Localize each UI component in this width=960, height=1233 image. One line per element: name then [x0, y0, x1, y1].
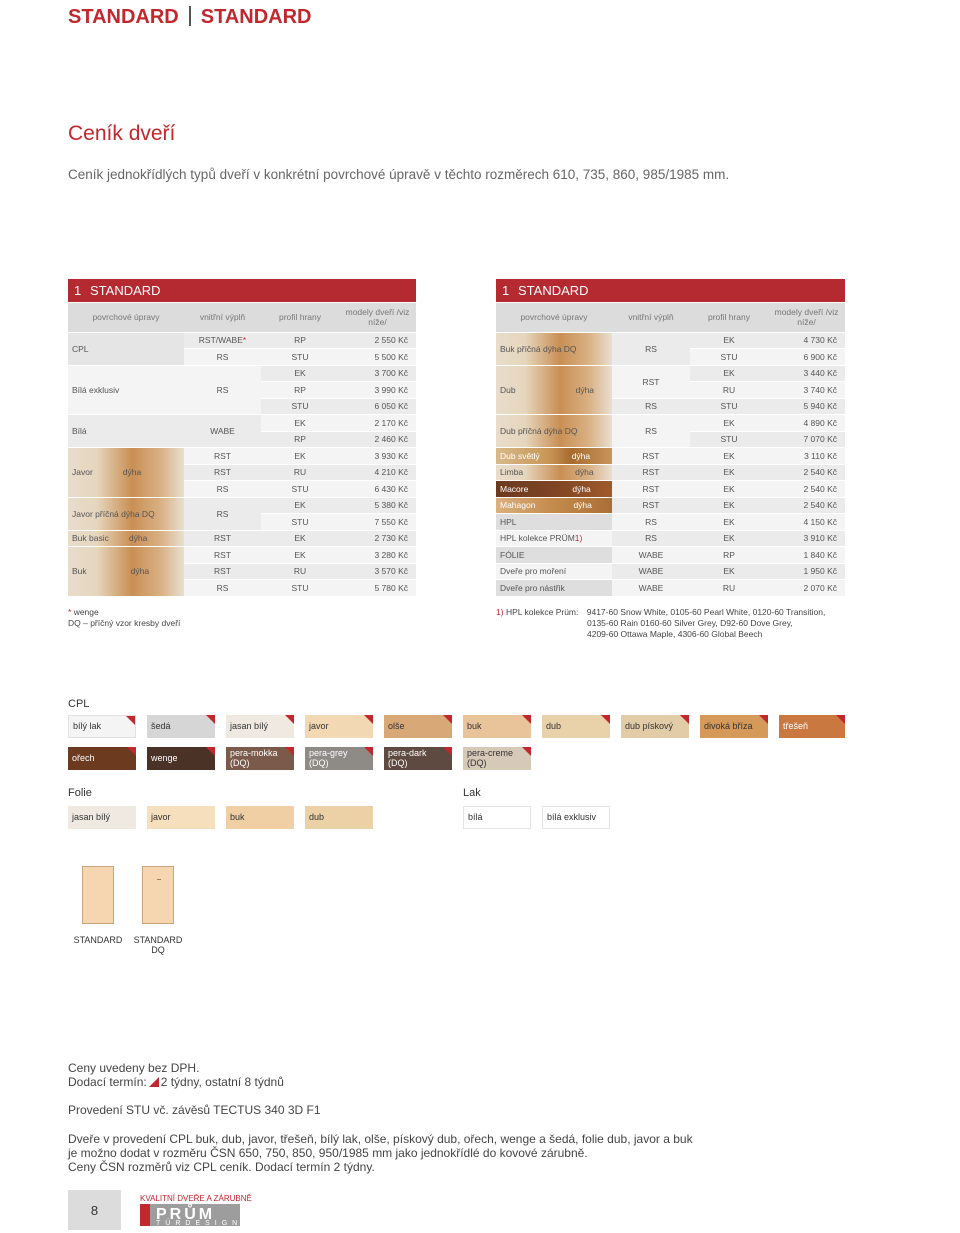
surface-cell: Dub světlý dýha — [496, 448, 612, 465]
dq-note: DQ – příčný vzor kresby dveří — [68, 618, 181, 628]
table-row: Bílá exklusiv RS EK 3 700 Kč — [68, 365, 416, 382]
surface-cell: Limba dýha — [496, 464, 612, 481]
table-row: RP 3 990 Kč — [68, 382, 416, 399]
surface-cell: Bílá — [68, 415, 184, 448]
table-row: Mahagon dýha RST EK 2 540 Kč — [496, 497, 845, 514]
table-row: Javor příčná dýha DQ RS EK 5 380 Kč — [68, 497, 416, 514]
page-title: Ceník dveří — [68, 122, 176, 145]
surface-cell: Mahagon dýha — [496, 497, 612, 514]
table-title: 1 STANDARD — [68, 279, 416, 302]
surface-cell: Dveře pro nástřik — [496, 580, 612, 597]
table-row: HPL RS EK 4 150 Kč — [496, 514, 845, 531]
table-row: STU 6 900 Kč — [496, 349, 845, 366]
lak-heading: Lak — [463, 787, 481, 799]
door-standard-dq-image — [142, 866, 174, 924]
surface-cell: FÓLIE — [496, 547, 612, 564]
surface-cell: Dveře pro moření — [496, 563, 612, 580]
notes-right: 1) HPL kolekce Prüm: 9417-60 Snow White, 0105-60 Pearl White, 0120-60 Transition, 0135-60 Rain 0160-60 Silver Grey, D92-60 Dove Grey, 4209-60 Ottawa Maple, 4306-60 Global Beech — [496, 607, 826, 639]
swatch-bily-lak: bílý lak — [68, 715, 136, 738]
door-standard-dq-label: STANDARD DQ — [133, 935, 183, 955]
table-header-row — [496, 302, 845, 332]
table-row: Buk basic dýha RST EK 2 730 Kč — [68, 530, 416, 547]
table-row: HPL kolekce PRÜM1) RS EK 3 910 Kč — [496, 530, 845, 547]
table-row: Dub světlý dýha RST EK 3 110 Kč — [496, 448, 845, 465]
table-row: Dveře pro moření WABE EK 1 950 Kč — [496, 563, 845, 580]
table-row: RS STU 5 500 Kč — [68, 349, 416, 366]
col-header: modely dveří /viz níže/ — [339, 302, 416, 332]
col-header: vnitřní výplň — [612, 302, 690, 332]
swatch-dub: dub — [542, 715, 610, 738]
footer-csn-1: Dveře v provedení CPL buk, dub, javor, třešeň, bílý lak, olše, pískový dub, ořech, wenge a šedá, folie dub, javor a buk — [68, 1132, 693, 1146]
folie-heading: Folie — [68, 787, 92, 799]
col-header: modely dveří /viz níže/ — [768, 302, 845, 332]
table-row: RST RU 4 210 Kč — [68, 464, 416, 481]
table-title-row — [496, 279, 845, 302]
surface-cell: Buk dýha — [68, 547, 184, 597]
triangle-icon — [149, 1077, 159, 1087]
col-header: profil hrany — [261, 302, 339, 332]
door-standard-image — [82, 866, 114, 924]
swatch-pera-creme: pera-creme (DQ) — [463, 747, 531, 770]
table-title-row — [68, 279, 416, 302]
footer-stu: Provedení STU vč. závěsů TECTUS 340 3D F1 — [68, 1103, 321, 1117]
col-header: povrchové úpravy — [496, 302, 612, 332]
footer-csn-2: je možno dodat v rozměru ČSN 650, 750, 850, 950/1985 mm jako jednokřídlé do kovové zárubně. — [68, 1146, 588, 1160]
logo-tagline: KVALITNÍ DVEŘE A ZÁRUBNĚ — [140, 1194, 252, 1203]
table-row: Buk příčná dýha DQ RS EK 4 730 Kč — [496, 332, 845, 349]
surface-cell: Macore dýha — [496, 481, 612, 498]
swatch-wenge: wenge — [147, 747, 215, 770]
table-row: STU 7 070 Kč — [496, 431, 845, 448]
table-row: Buk dýha RST EK 3 280 Kč — [68, 547, 416, 564]
star-mark: * — [68, 607, 72, 617]
wenge-note: wenge — [73, 607, 99, 617]
table-row: Dub dýha RST EK 3 440 Kč — [496, 365, 845, 382]
surface-cell: Javor příčná dýha DQ — [68, 497, 184, 530]
col-header: profil hrany — [690, 302, 768, 332]
swatch-lak-bila-exklusiv: bílá exklusiv — [542, 806, 610, 829]
swatch-folie-javor: javor — [147, 806, 215, 829]
logo-bar — [140, 1204, 150, 1226]
swatch-folie-buk: buk — [226, 806, 294, 829]
swatch-javor: javor — [305, 715, 373, 738]
footer-vat: Ceny uvedeny bez DPH. — [68, 1061, 200, 1075]
swatch-tresen: třešeň — [779, 715, 845, 738]
table-row: RS STU 6 430 Kč — [68, 481, 416, 498]
surface-cell: Dub dýha — [496, 365, 612, 415]
table-row: Macore dýha RST EK 2 540 Kč — [496, 481, 845, 498]
surface-cell: HPL — [496, 514, 612, 531]
surface-cell: CPL — [68, 332, 184, 365]
surface-cell: Javor dýha — [68, 448, 184, 498]
logo-subtitle: TÜRDESIGN — [156, 1220, 243, 1227]
footer-delivery: Dodací termín: 2 týdny, ostatní 8 týdnů — [68, 1075, 284, 1089]
surface-cell: HPL kolekce PRÜM1) — [496, 530, 612, 547]
swatch-divoka-briza: divoká bříza — [700, 715, 768, 738]
swatch-orech: ořech — [68, 747, 136, 770]
table-row: RU 3 740 Kč — [496, 382, 845, 399]
swatch-seda: šedá — [147, 715, 215, 738]
cpl-heading: CPL — [68, 698, 90, 710]
table-row: Javor dýha RST EK 3 930 Kč — [68, 448, 416, 465]
table-row: STU 6 050 Kč — [68, 398, 416, 415]
table-row: RS STU 5 780 Kč — [68, 580, 416, 597]
col-header: povrchové úpravy — [68, 302, 184, 332]
swatch-olse: olše — [384, 715, 452, 738]
table-row: CPL RST/WABE* RP 2 550 Kč — [68, 332, 416, 349]
header-right: STANDARD — [200, 6, 312, 28]
door-standard-label: STANDARD — [73, 935, 123, 945]
table-row: FÓLIE WABE RP 1 840 Kč — [496, 547, 845, 564]
price-table-left — [68, 279, 416, 597]
swatch-pera-grey: pera-grey (DQ) — [305, 747, 373, 770]
table-row: Bílá WABE EK 2 170 Kč — [68, 415, 416, 432]
intro-text: Ceník jednokřídlých typů dveří v konkrétní povrchové úpravě v těchto rozměrech 610, 735, 860, 985/1985 mm. — [68, 167, 730, 182]
table-row: STU 7 550 Kč — [68, 514, 416, 531]
price-table-right — [496, 279, 845, 597]
table-row: RST RU 3 570 Kč — [68, 563, 416, 580]
table-row: Dub příčná dýha DQ RS EK 4 890 Kč — [496, 415, 845, 432]
surface-cell: Buk basic dýha — [68, 530, 184, 547]
surface-cell: Buk příčná dýha DQ — [496, 332, 612, 365]
col-header: vnitřní výplň — [184, 302, 261, 332]
table-row: Dveře pro nástřik WABE RU 2 070 Kč — [496, 580, 845, 597]
table-title: 1 STANDARD — [496, 279, 845, 302]
table-row: RS STU 5 940 Kč — [496, 398, 845, 415]
notes-left — [68, 607, 180, 629]
swatch-folie-jasan-bily: jasan bílý — [68, 806, 136, 829]
swatch-dub-piskovy: dub pískový — [621, 715, 689, 738]
swatch-pera-mokka: pera-mokka (DQ) — [226, 747, 294, 770]
table-header-row — [68, 302, 416, 332]
page-number: 8 — [68, 1190, 121, 1230]
table-row: Limba dýha RST EK 2 540 Kč — [496, 464, 845, 481]
header-left: STANDARD — [68, 6, 179, 28]
footer-csn-3: Ceny ČSN rozměrů viz CPL ceník. Dodací termín 2 týdny. — [68, 1160, 375, 1174]
fill-cell: RST/WABE* — [184, 332, 261, 349]
swatch-lak-bila: bílá — [463, 806, 531, 829]
swatch-jasan-bily: jasan bílý — [226, 715, 294, 738]
swatch-folie-dub: dub — [305, 806, 373, 829]
page-header — [68, 6, 311, 29]
swatch-buk: buk — [463, 715, 531, 738]
table-row: RP 2 460 Kč — [68, 431, 416, 448]
surface-cell: Dub příčná dýha DQ — [496, 415, 612, 448]
brand-logo: PRŮM — [140, 1204, 240, 1226]
swatch-pera-dark: pera-dark (DQ) — [384, 747, 452, 770]
surface-cell: Bílá exklusiv — [68, 365, 184, 415]
header-divider — [189, 6, 191, 26]
